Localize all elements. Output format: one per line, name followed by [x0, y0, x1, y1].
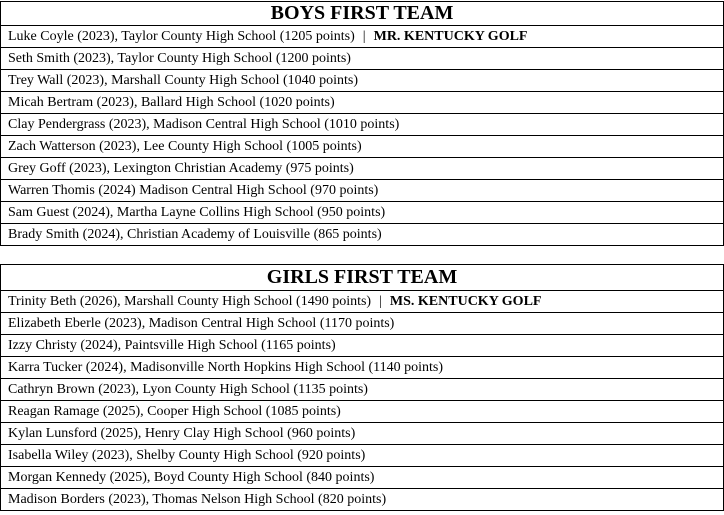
table-row: [1, 224, 724, 246]
boys-player: Grey Goff (2023), Lexington Christian Academy (975 points): [1, 158, 724, 180]
table-row: [1, 114, 724, 136]
boys-player: Zach Watterson (2023), Lee County High School (1005 points): [1, 136, 724, 158]
girls-player: Karra Tucker (2024), Madisonville North Hopkins High School (1140 points): [1, 357, 724, 379]
boys-player: Trey Wall (2023), Marshall County High School (1040 points): [1, 70, 724, 92]
boys-first-row-cell: [1, 26, 724, 48]
girls-header-row: [1, 265, 724, 291]
boys-player: Sam Guest (2024), Martha Layne Collins High School (950 points): [1, 202, 724, 224]
girls-first-player: Trinity Beth (2026), Marshall County High School (1490 points): [8, 293, 372, 309]
table-row: [1, 136, 724, 158]
girls-player: Morgan Kennedy (2025), Boyd County High School (840 points): [1, 467, 724, 489]
table-row: [1, 467, 724, 489]
girls-first-team-table: [0, 264, 724, 511]
table-row: [1, 401, 724, 423]
girls-separator: |: [379, 293, 382, 309]
boys-award: MR. KENTUCKY GOLF: [373, 28, 528, 44]
girls-row-1: [1, 291, 724, 313]
table-row: [1, 357, 724, 379]
girls-player: Madison Borders (2023), Thomas Nelson High School (820 points): [1, 489, 724, 511]
table-row: [1, 202, 724, 224]
boys-player: Micah Bertram (2023), Ballard High School (1020 points): [1, 92, 724, 114]
table-row: [1, 70, 724, 92]
girls-player: Elizabeth Eberle (2023), Madison Central High School (1170 points): [1, 313, 724, 335]
boys-first-team-table: [0, 1, 724, 246]
table-row: [1, 48, 724, 70]
table-row: [1, 158, 724, 180]
girls-player: Izzy Christy (2024), Paintsville High School (1165 points): [1, 335, 724, 357]
boys-player: Seth Smith (2023), Taylor County High School (1200 points): [1, 48, 724, 70]
boys-team-title: BOYS FIRST TEAM: [1, 2, 724, 26]
girls-player: Reagan Ramage (2025), Cooper High School (1085 points): [1, 401, 724, 423]
table-row: [1, 489, 724, 511]
table-row: [1, 180, 724, 202]
girls-player: Cathryn Brown (2023), Lyon County High School (1135 points): [1, 379, 724, 401]
table-row: [1, 92, 724, 114]
table-row: [1, 313, 724, 335]
table-row: [1, 379, 724, 401]
girls-first-row-cell: [1, 291, 724, 313]
boys-header-row: [1, 2, 724, 26]
girls-award: MS. KENTUCKY GOLF: [389, 293, 542, 309]
boys-separator: |: [362, 28, 366, 44]
girls-team-title: GIRLS FIRST TEAM: [1, 265, 724, 291]
boys-player: Clay Pendergrass (2023), Madison Central High School (1010 points): [1, 114, 724, 136]
table-row: [1, 335, 724, 357]
girls-player: Kylan Lunsford (2025), Henry Clay High School (960 points): [1, 423, 724, 445]
boys-player: Warren Thomis (2024) Madison Central High School (970 points): [1, 180, 724, 202]
table-row: [1, 423, 724, 445]
boys-first-player: Luke Coyle (2023), Taylor County High School (1205 points): [8, 28, 355, 44]
boys-row-1: [1, 26, 724, 48]
boys-player: Brady Smith (2024), Christian Academy of Louisville (865 points): [1, 224, 724, 246]
table-row: [1, 445, 724, 467]
girls-player: Isabella Wiley (2023), Shelby County High School (920 points): [1, 445, 724, 467]
